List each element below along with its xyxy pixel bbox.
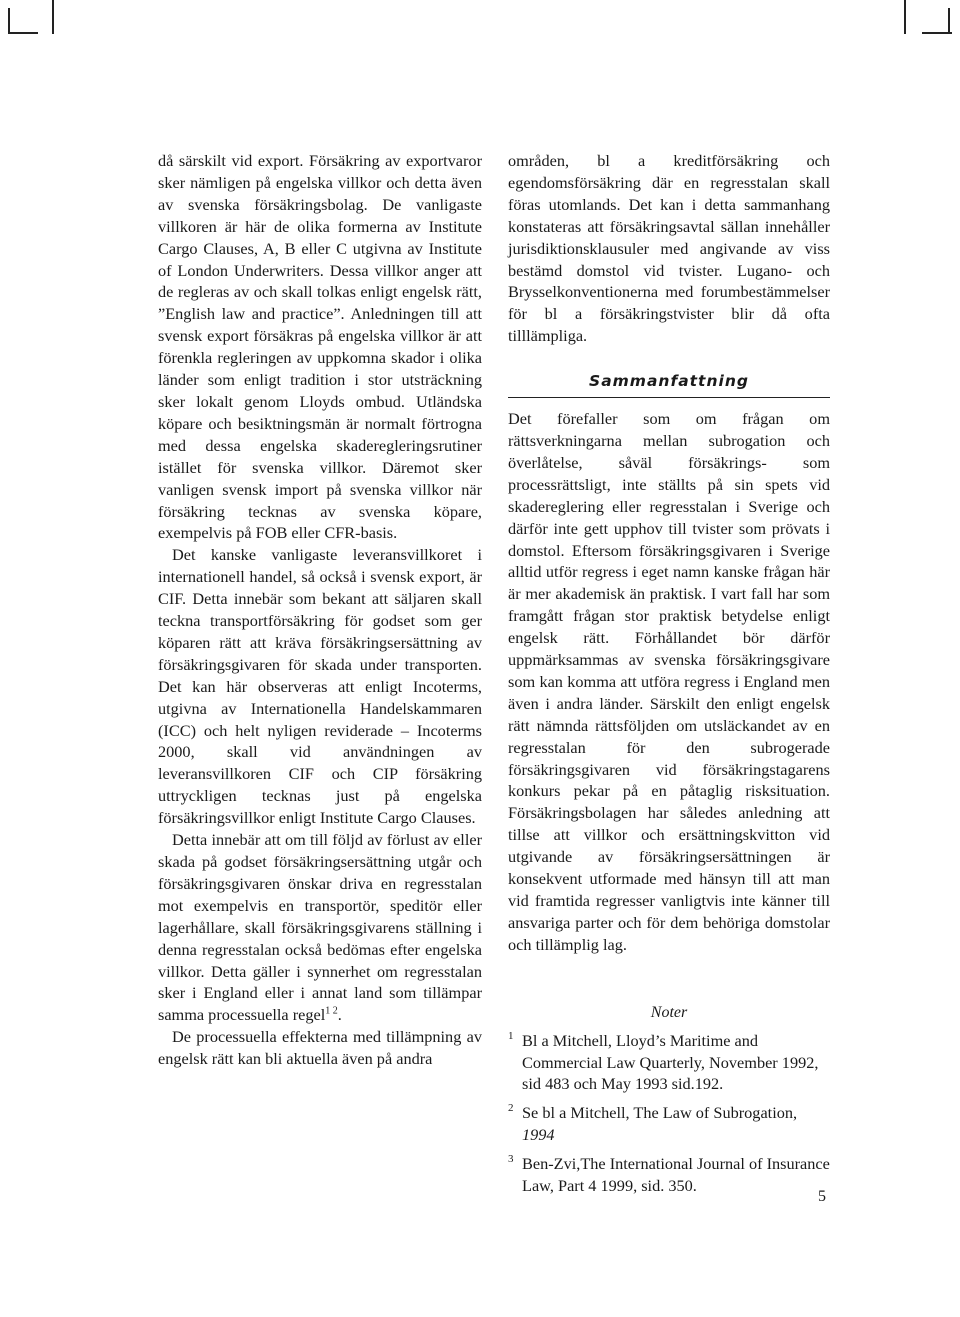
crop-mark-top-right-h — [922, 32, 952, 34]
paragraph-regress-tail: . — [337, 1005, 342, 1025]
right-column — [508, 150, 830, 1204]
paragraph-cif: Det kanske vanligaste leveransvillkoret i internationell handel, så också i svensk export, är CIF. Detta innebär som bekant att säljaren skall teckna transportförsäkring för godset som ger köparen rätt att kräva försäkringsersättning av försäkringsgivaren för skada under transporten. Det kan här observeras att enligt Incoterms, utgivna av Internationella Handelskammaren (ICC) och helt nyligen reviderade – Incoterms 2000, skall vid användningen av leveransvillkoren CIF och CIP försäkring uttryckligen tecknas just på engelska försäkringsvillkor enligt Institute Cargo Clauses. — [158, 545, 482, 828]
paragraph-summary: Det förefaller som om frågan om rättsverkningarna mellan subrogation och överlåtelse, såväl försäkrings- som processrättsligt, inte ställts på sin spets vid skadereglering eller regresstalan i Sverige och därför inte gett upphov till tvister som prövats i domstol. Eftersom försäkringsgivaren i Sverige alltid utför regress i eget namn kanske frågan här är mer akademisk än praktisk. I vart fall har som framgått frågan stor praktisk betydelse enligt engelsk rätt. Förhållandet bör därför uppmärksammas av svenska försäkringsgivare som kan komma att utföra regress i England men även i andra länder. Särskilt den enligt engelsk rätt nämnda rättsföljden om utsläckandet av en regresstalan för den subrogerade försäkringsgivaren vid försäkringstagarens konkurs pekar på en påtaglig risksituation. Försäkringsbolagen har således anledning att tillse att villkor och ersättningskvitton vid utgivande av försäkringsersättningen är konsekvent utformade med hänsyn till att man vid framtida regresser vanligtvis inte känner till ansvariga parter och för dem behöriga domstolar och tillämplig lag. — [508, 409, 830, 954]
crop-mark-top-left-h — [8, 32, 38, 34]
footnote-item — [508, 1102, 830, 1146]
footnote-number: 2 — [508, 1102, 514, 1115]
paragraph-regress-text: Detta innebär att om till följd av förlust av eller skada på godset försäkringsersättning utgår och försäkringsgivaren önskar driva en regresstalan mot exempelvis en transportör, speditör eller lagerhållare, skall försäkringsgivarens ställning i denna regresstalan också bedömas efter engelska villkor. Detta gäller i synnerhet om regresstalan sker i England eller i annat land som tillämpar samma processuella regel — [158, 830, 482, 1025]
crop-mark-top-right-v2 — [948, 8, 950, 32]
footnote-text: Se bl a Mitchell, The Law of Subrogation, — [522, 1103, 798, 1123]
section-heading-summary: Sammanfattning — [508, 371, 830, 398]
crop-mark-top-right-v1 — [904, 0, 906, 34]
footnote-emphasis: 1994 — [522, 1125, 555, 1145]
footnote-item — [508, 1030, 830, 1096]
footnote-item — [508, 1153, 830, 1197]
footnote-text: Ben-Zvi,The International Journal of Insurance Law, Part 4 1999, sid. 350. — [522, 1154, 830, 1196]
paragraph-regress — [158, 829, 482, 1026]
left-column — [158, 150, 482, 1070]
crop-mark-top-left-v1 — [8, 8, 10, 32]
crop-mark-top-left-v2 — [52, 0, 54, 34]
paragraph-export-insurance: då särskilt vid export. Försäkring av exportvaror sker nämligen på engelska villkor och detta även av svenska försäkringsbolag. De vanligaste villkoren är här de olika formerna av Institute Cargo Clauses, A, B eller C utgivna av Institute of London Underwriters. Dessa villkor anger att de regleras av och skall tolkas enligt engelsk rätt, ”English law and practice”. Anledningen till att svensk export försäkras på engelska villkor är att förenkla regleringen av uppkomna skador i olika länder som enligt tradition i stor utsträckning sker lokalt genom Lloyds ombud. Utländska köpare och besiktningsmän är normalt förtrogna med dessa engelska skaderegleringsrutiner istället för svenska villkor. Däremot sker vanligen svensk import på svenska villkor när försäkring tecknas av svenska köpare, exempelvis på FOB eller CFR-basis. — [158, 151, 482, 543]
footnote-number: 1 — [508, 1029, 514, 1042]
footnote-reference: 1 2 — [325, 1005, 338, 1017]
paragraph-other-areas: områden, bl a kreditförsäkring och egendomsförsäkring där en regresstalan skall föras utomlands. Det kan i detta sammanhang konstateras att försäkringsavtal sällan innehåller jurisdiktionsklausuler med angivande av viss bestämd domstol vid tvister. Lugano- och Brysselkonventionerna med forumbestämmelser för bl a försäkringstvister blir då ofta tilllämpliga. — [508, 151, 830, 346]
footnote-number: 3 — [508, 1153, 514, 1166]
page-number: 5 — [818, 1188, 826, 1205]
paragraph-procedural-effects: De processuella effekterna med tillämpning av engelsk rätt kan bli aktuella även på andra — [158, 1027, 482, 1069]
footnote-text: Bl a Mitchell, Lloyd’s Maritime and Commercial Law Quarterly, November 1992, sid 483 och May 1993 sid.192. — [522, 1030, 819, 1094]
notes-heading: Noter — [650, 1003, 688, 1021]
